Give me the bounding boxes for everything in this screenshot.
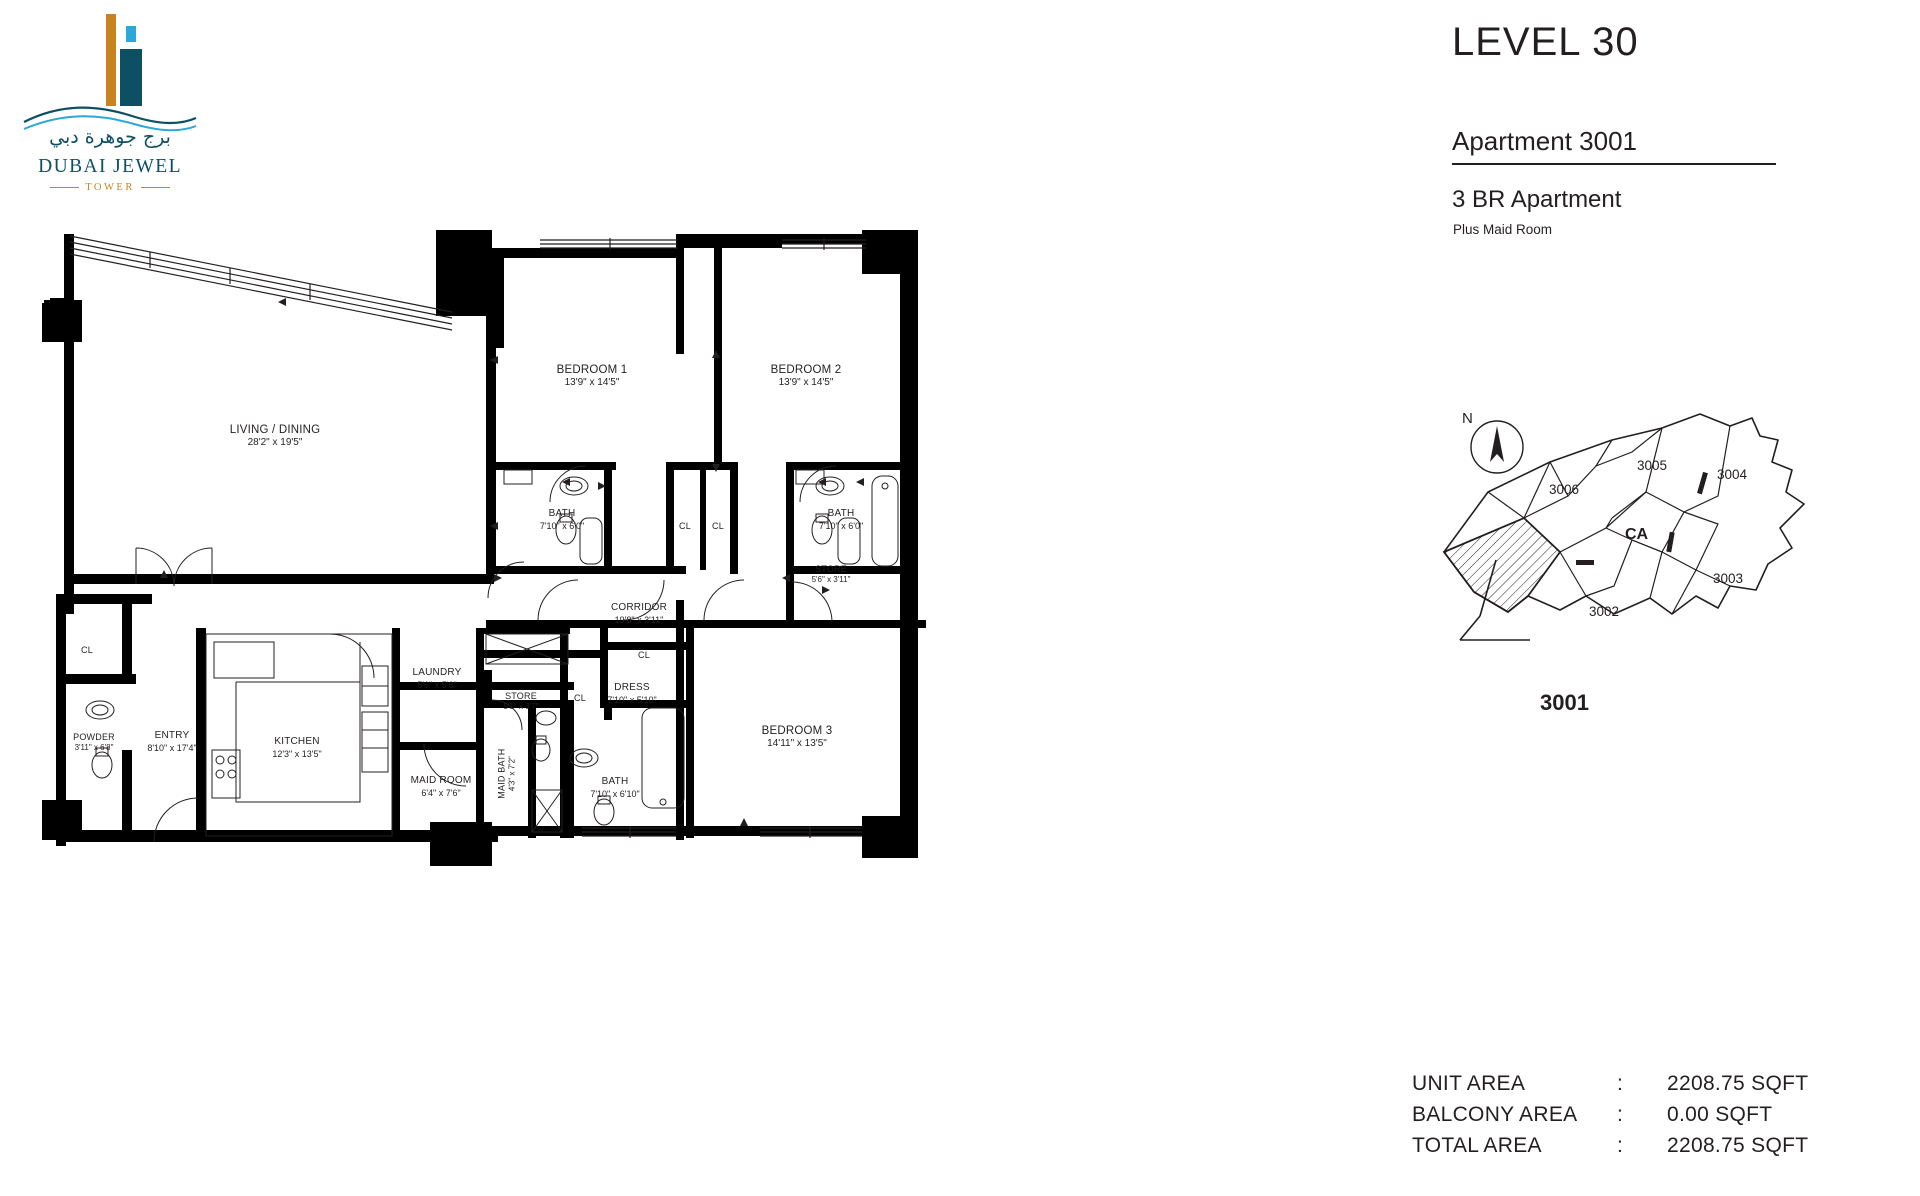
area-colon-total: : bbox=[1617, 1134, 1624, 1157]
room-dimensions: 5'1" x 3'7" bbox=[503, 702, 539, 712]
logo-subtitle-text: TOWER bbox=[85, 182, 135, 193]
level-title: LEVEL 30 bbox=[1452, 20, 1639, 64]
key-plan-diagram bbox=[1400, 400, 1900, 730]
room-label-bedroom-3 bbox=[762, 724, 833, 751]
logo-arabic-text: برج جوهرة دبي bbox=[49, 126, 171, 148]
room-label-bath-2 bbox=[819, 508, 863, 532]
room-dimensions: 14'11" x 13'5" bbox=[767, 738, 827, 750]
room-dimensions: 13'9" x 14'5" bbox=[778, 377, 834, 389]
area-label-balcony: BALCONY AREA bbox=[1412, 1103, 1578, 1126]
room-label-maid-room bbox=[411, 775, 472, 799]
logo-subtitle-group bbox=[50, 182, 170, 193]
area-row-balcony bbox=[1412, 1103, 1882, 1134]
room-label-store-1 bbox=[812, 564, 851, 585]
tower-logo-icon bbox=[96, 14, 160, 110]
area-row-total bbox=[1412, 1134, 1882, 1165]
room-label-bedroom-1 bbox=[557, 363, 628, 390]
area-label-total: TOTAL AREA bbox=[1412, 1134, 1542, 1157]
room-label-corridor bbox=[611, 602, 667, 626]
room-name: CL bbox=[712, 521, 724, 531]
room-label-entry bbox=[147, 730, 196, 754]
room-name: KITCHEN bbox=[274, 736, 320, 747]
room-name: LAUNDRY bbox=[412, 667, 462, 678]
apartment-title: Apartment 3001 bbox=[1452, 126, 1638, 156]
room-label-bedroom-2 bbox=[771, 363, 842, 390]
area-colon-balcony: : bbox=[1617, 1103, 1624, 1126]
logo-rule-left bbox=[50, 187, 79, 188]
thin-wall-lines bbox=[206, 634, 568, 836]
room-dimensions: 13'9" x 14'5" bbox=[564, 377, 620, 389]
room-dimensions: 5'6" x 3'11" bbox=[811, 575, 851, 585]
room-name: BATH bbox=[601, 776, 629, 787]
room-name: BEDROOM 3 bbox=[761, 725, 833, 737]
area-value-balcony: 0.00 SQFT bbox=[1667, 1103, 1773, 1126]
room-dimensions: 7'10" x 6'0" bbox=[539, 520, 585, 531]
area-value-unit: 2208.75 SQFT bbox=[1667, 1072, 1809, 1095]
keyplan-unit-3005: 3005 bbox=[1637, 458, 1668, 473]
room-label-closet-5 bbox=[574, 693, 586, 704]
area-summary-table bbox=[1412, 1072, 1882, 1165]
logo-rule-right bbox=[141, 187, 170, 188]
keyplan-unit-3001-highlight bbox=[1444, 518, 1560, 640]
room-dimensions: 6'4" x 7'6" bbox=[421, 787, 461, 798]
room-dimensions: 7'10" x 6'0" bbox=[818, 520, 864, 531]
keyplan-highlight-label: 3001 bbox=[1540, 690, 1589, 715]
room-dimensions: 8'10" x 17'4" bbox=[147, 742, 197, 753]
room-label-bath-3 bbox=[590, 776, 639, 800]
room-label-maid-bath bbox=[496, 749, 517, 799]
north-label: N bbox=[1462, 410, 1473, 427]
apartment-title-rule bbox=[1452, 163, 1776, 165]
floor-plan bbox=[0, 230, 1200, 1130]
direction-markers bbox=[160, 298, 864, 826]
area-label-unit: UNIT AREA bbox=[1412, 1072, 1526, 1095]
north-arrow-icon bbox=[1471, 421, 1523, 473]
room-dimensions: 3'11" x 6'8" bbox=[74, 743, 114, 753]
room-label-living-dining bbox=[230, 423, 321, 450]
room-label-bath-1 bbox=[540, 508, 584, 532]
room-dimensions: 28'2" x 19'5" bbox=[247, 437, 303, 449]
room-label-store-2 bbox=[504, 691, 539, 712]
room-name: LIVING / DINING bbox=[229, 424, 321, 436]
keyplan-unit-3004: 3004 bbox=[1717, 467, 1748, 482]
keyplan-unit-3002: 3002 bbox=[1589, 604, 1620, 619]
room-name: CL bbox=[679, 521, 691, 531]
room-name: MAID ROOM bbox=[410, 775, 472, 786]
room-dimensions: 5'6" x 5'6" bbox=[417, 679, 457, 690]
room-name: CL bbox=[81, 645, 93, 655]
room-label-closet-3 bbox=[81, 645, 93, 656]
area-row-unit bbox=[1412, 1072, 1882, 1103]
area-colon-unit: : bbox=[1617, 1072, 1624, 1095]
room-name: CORRIDOR bbox=[610, 602, 668, 613]
room-name: STORE bbox=[505, 691, 537, 701]
room-name: BEDROOM 1 bbox=[556, 364, 628, 376]
room-label-closet-1 bbox=[679, 521, 691, 532]
room-label-laundry bbox=[412, 667, 461, 691]
room-label-closet-2 bbox=[712, 521, 724, 532]
brand-logo bbox=[10, 14, 210, 194]
room-name: CL bbox=[574, 693, 586, 703]
room-label-dress bbox=[607, 682, 656, 706]
room-name: ENTRY bbox=[154, 730, 190, 741]
room-name: POWDER bbox=[73, 732, 115, 742]
room-name: BATH bbox=[548, 508, 576, 519]
logo-name-text: DUBAI JEWEL bbox=[38, 156, 182, 177]
room-name: CL bbox=[638, 650, 650, 660]
room-label-kitchen bbox=[272, 736, 321, 760]
apartment-type: 3 BR Apartment bbox=[1452, 186, 1622, 213]
keyplan-core-label: CA bbox=[1625, 526, 1649, 543]
room-name: BEDROOM 2 bbox=[770, 364, 842, 376]
area-value-total: 2208.75 SQFT bbox=[1667, 1134, 1809, 1157]
keyplan-unit-3006: 3006 bbox=[1549, 482, 1580, 497]
room-name: BATH bbox=[827, 508, 855, 519]
room-dimensions: 7'10" x 5'10" bbox=[607, 694, 657, 705]
room-name: MAID BATH bbox=[496, 748, 507, 799]
apartment-subtype: Plus Maid Room bbox=[1453, 222, 1553, 237]
room-dimensions: 4'3" x 7'2" bbox=[507, 756, 517, 792]
room-name: STORE bbox=[815, 564, 847, 574]
keyplan-unit-3003: 3003 bbox=[1713, 571, 1744, 586]
room-dimensions: 7'10" x 6'10" bbox=[590, 788, 640, 799]
room-label-powder bbox=[73, 732, 115, 753]
room-name: DRESS bbox=[614, 682, 650, 693]
room-dimensions: 12'3" x 13'5" bbox=[272, 748, 322, 759]
room-label-closet-4 bbox=[638, 650, 650, 661]
room-dimensions: 19'8" x 3'11" bbox=[614, 614, 664, 625]
